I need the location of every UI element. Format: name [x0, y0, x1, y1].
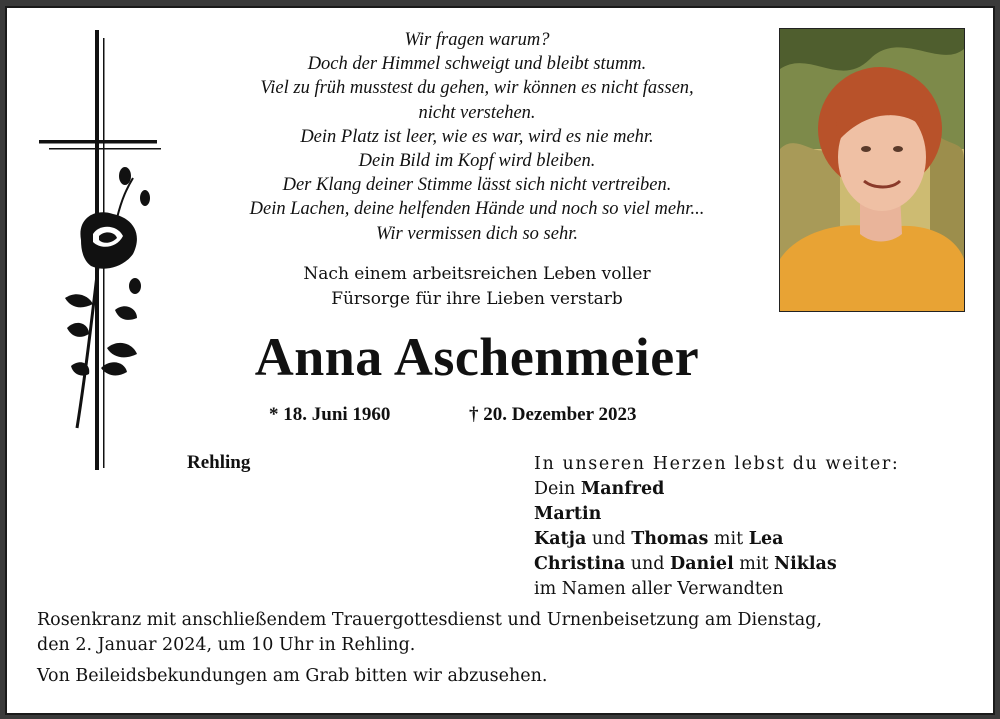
service-line: Rosenkranz mit anschließendem Trauergottesdienst und Urnenbeisetzung am Dienstag, — [37, 610, 822, 630]
deceased-name: Anna Aschenmeier — [254, 327, 700, 387]
poem-line: Wir fragen warum? — [404, 30, 550, 50]
birth-date: * 18. Juni 1960 — [269, 404, 391, 425]
family-line: Dein Manfred — [534, 479, 665, 499]
place-of-residence: Rehling — [187, 452, 251, 473]
poem-line: Dein Bild im Kopf wird bleiben. — [358, 151, 596, 172]
family-line: Martin — [534, 504, 602, 524]
service-line: den 2. Januar 2024, um 10 Uhr in Rehling. — [37, 635, 416, 655]
service-notice — [37, 608, 957, 689]
family-line: Christina und Daniel mit Niklas — [534, 554, 837, 574]
poem-line: Viel zu früh musstest du gehen, wir können es nicht fassen, — [260, 78, 694, 99]
obituary-card — [5, 6, 995, 715]
family-heading: In unseren Herzen lebst du weiter: — [534, 454, 900, 474]
family-list — [534, 452, 899, 602]
poem — [167, 28, 787, 246]
portrait-illustration — [780, 29, 964, 311]
death-date: † 20. Dezember 2023 — [469, 404, 637, 425]
intro-line: Nach einem arbeitsreichen Leben voller — [303, 264, 651, 284]
family-line: im Namen aller Verwandten — [534, 579, 784, 599]
family-line: Katja und Thomas mit Lea — [534, 529, 784, 549]
poem-line: Doch der Himmel schweigt und bleibt stumm. — [307, 54, 647, 75]
poem-line: nicht verstehen. — [418, 102, 536, 123]
poem-line: Dein Platz ist leer, wie es war, wird es nie mehr. — [300, 126, 654, 147]
cross-with-rose-illustration — [37, 28, 172, 478]
poem-line: Dein Lachen, deine helfenden Hände und noch so viel mehr... — [249, 199, 705, 220]
condolence-line: Von Beileidsbekundungen am Grab bitten wir abzusehen. — [37, 666, 548, 686]
intro-line: Fürsorge für ihre Lieben verstarb — [331, 289, 623, 309]
poem-line: Der Klang deiner Stimme lässt sich nicht vertreiben. — [282, 175, 672, 196]
poem-line: Wir vermissen dich so sehr. — [376, 223, 578, 244]
intro-text — [187, 262, 767, 312]
portrait-photo — [779, 28, 965, 312]
